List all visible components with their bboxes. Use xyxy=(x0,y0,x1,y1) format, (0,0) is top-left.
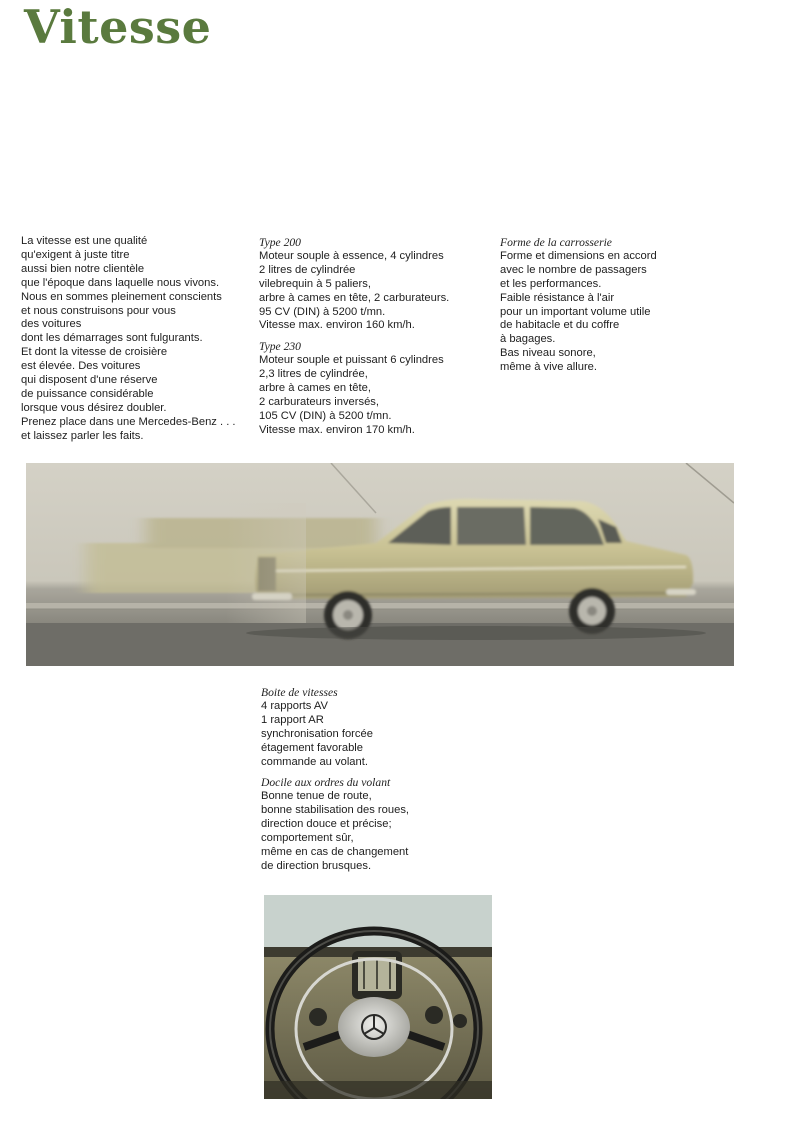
type-200-line: 95 CV (DIN) à 5200 t/mn. xyxy=(259,305,386,318)
body-shape-line: Bas niveau sonore, xyxy=(500,347,596,360)
intro-line: que l'époque dans laquelle nous vivons. xyxy=(21,276,220,289)
type-230-line: arbre à cames en tête, xyxy=(259,382,371,395)
steering-line: même en cas de changement xyxy=(261,845,409,858)
transmission-column xyxy=(261,686,409,874)
type-200-line: vilebrequin à 5 paliers, xyxy=(259,277,371,290)
steering-wheel-photo xyxy=(264,895,492,1099)
type-230-line: 2,3 litres de cylindrée, xyxy=(259,368,368,381)
steering-heading: Docile aux ordres du volant xyxy=(261,776,391,790)
intro-line: La vitesse est une qualité xyxy=(21,235,148,247)
type-200-line: 2 litres de cylindrée xyxy=(259,263,356,276)
body-shape-line: Faible résistance à l'air xyxy=(500,291,615,304)
body-shape-line: pour un important volume utile xyxy=(500,305,651,318)
intro-line: aussi bien notre clientèle xyxy=(21,262,145,275)
type-230-line: Moteur souple et puissant 6 cylindres xyxy=(259,354,444,367)
type-200-line: Moteur souple à essence, 4 cylindres xyxy=(259,249,444,262)
body-shape-line: et les performances. xyxy=(500,277,602,290)
gearbox-line: commande au volant. xyxy=(261,755,368,768)
intro-line: Nous en sommes pleinement conscients xyxy=(21,290,222,303)
intro-line: Et dont la vitesse de croisière xyxy=(21,346,168,359)
page-title: Vitesse xyxy=(24,0,212,54)
gearbox-line: 1 rapport AR xyxy=(261,713,324,726)
body-shape-line: avec le nombre de passagers xyxy=(500,263,647,276)
type-200-line: arbre à cames en tête, 2 carburateurs. xyxy=(259,291,450,304)
gearbox-line: 4 rapports AV xyxy=(261,699,328,712)
car-photo xyxy=(26,463,734,666)
steering-line: comportement sûr, xyxy=(261,832,354,845)
car-illustration xyxy=(26,463,734,666)
intro-line: est élevée. Des voitures xyxy=(21,360,141,373)
intro-line: Prenez place dans une Mercedes-Benz . . . xyxy=(21,415,236,428)
type-230-line: 105 CV (DIN) à 5200 t/mn. xyxy=(259,409,392,422)
intro-column xyxy=(21,235,236,444)
body-shape-column xyxy=(500,236,657,375)
steering-line: bonne stabilisation des roues, xyxy=(261,804,410,817)
body-shape-heading: Forme de la carrosserie xyxy=(500,236,612,249)
steering-wheel-illustration xyxy=(264,895,492,1099)
steering-line: Bonne tenue de route, xyxy=(261,790,372,803)
body-shape-line: à bagages. xyxy=(500,333,556,346)
gearbox-line: synchronisation forcée xyxy=(261,727,373,740)
body-shape-line: de habitacle et du coffre xyxy=(500,319,620,332)
intro-line: lorsque vous désirez doubler. xyxy=(21,401,167,414)
type-230-heading: Type 230 xyxy=(259,340,301,354)
steering-line: direction douce et précise; xyxy=(261,818,392,831)
type-230-line: 2 carburateurs inversés, xyxy=(259,395,380,408)
intro-line: qu'exigent à juste titre xyxy=(21,248,130,261)
body-shape-line: Forme et dimensions en accord xyxy=(500,249,657,262)
intro-line: de puissance considérable xyxy=(21,387,154,400)
type-200-heading: Type 200 xyxy=(259,236,301,249)
intro-line: et nous construisons pour vous xyxy=(21,304,176,317)
steering-line: de direction brusques. xyxy=(261,859,372,872)
type-200-line: Vitesse max. environ 160 km/h. xyxy=(259,319,415,332)
intro-line: des voitures xyxy=(21,318,82,331)
gearbox-line: étagement favorable xyxy=(261,741,363,754)
gearbox-heading: Boite de vitesses xyxy=(261,686,338,699)
intro-line: et laissez parler les faits. xyxy=(21,429,144,442)
intro-line: dont les démarrages sont fulgurants. xyxy=(21,332,203,345)
intro-line: qui disposent d'une réserve xyxy=(21,374,158,387)
engine-specs-column xyxy=(259,236,449,438)
body-shape-line: même à vive allure. xyxy=(500,361,597,374)
type-230-line: Vitesse max. environ 170 km/h. xyxy=(259,423,415,436)
